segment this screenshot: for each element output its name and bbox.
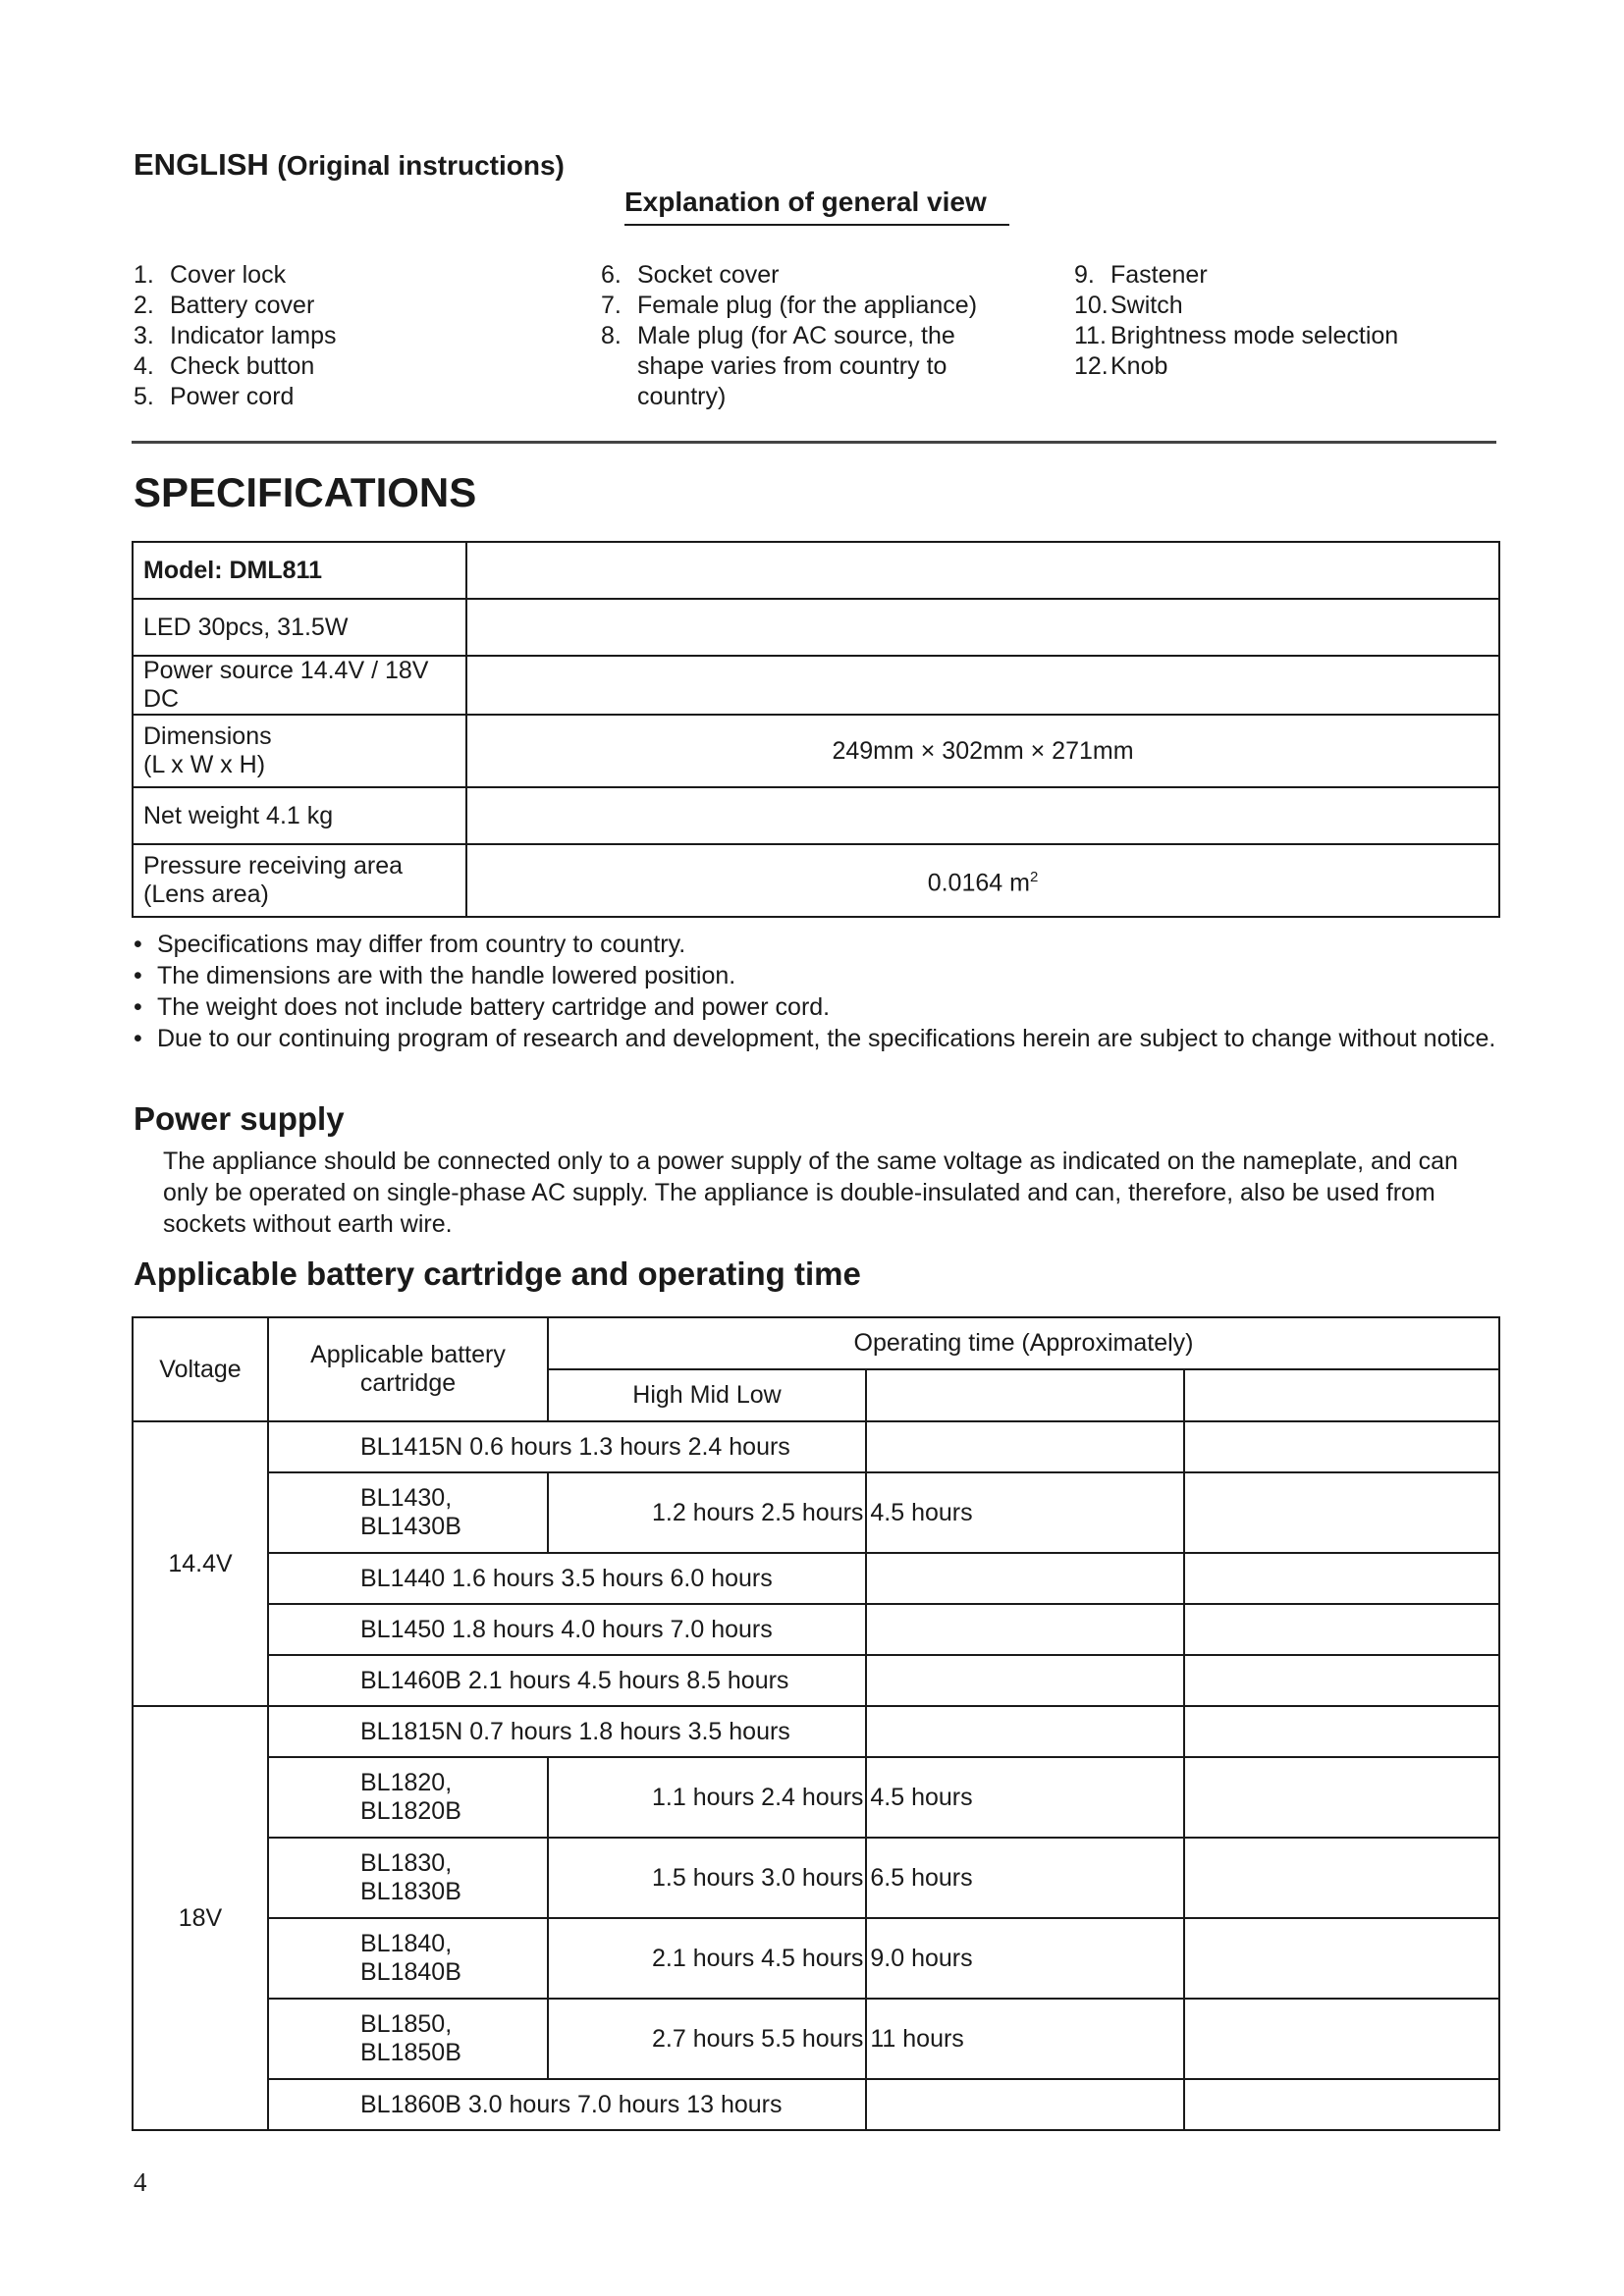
- item-number: 5.: [134, 383, 154, 410]
- spec-row: [133, 844, 1499, 917]
- battery-row: [133, 1655, 1499, 1706]
- spec-value: [466, 844, 1499, 917]
- cartridge-cell: [268, 1706, 866, 1757]
- empty-cell: [1184, 1553, 1499, 1604]
- cartridge-cell: BL1430, BL1430B: [268, 1472, 548, 1553]
- general-view-column-2: [601, 260, 1033, 412]
- spec-label: Power source 14.4V / 18V DC: [133, 656, 466, 715]
- general-view-item: [601, 291, 1033, 321]
- empty-cell: [1184, 1421, 1499, 1472]
- empty-cell: [866, 1655, 1184, 1706]
- page-number: 4: [134, 2167, 147, 2197]
- cartridge-cell: BL1830, BL1830B: [268, 1838, 548, 1918]
- power-supply-text: The appliance should be connected only to a power supply of the same voltage as indicated on the nameplate, and can only be operated on single-phase AC supply. The appliance is double-insulated and can, therefore, also be used from sockets without earth wire.: [163, 1148, 1458, 1238]
- spec-value: [466, 599, 1499, 656]
- operating-time-text: 2.1 hours 4.5 hours 8.5 hours: [467, 1666, 789, 1694]
- general-view-title: Explanation of general view: [624, 187, 987, 217]
- spec-label: Dimensions (L x W x H): [133, 715, 466, 787]
- operating-time-text: 1.8 hours 4.0 hours 7.0 hours: [452, 1615, 773, 1643]
- specification-notes: [132, 929, 1496, 1054]
- empty-cell: [1184, 1369, 1499, 1421]
- voltage-cell: 18V: [133, 1706, 268, 2130]
- cartridge-cell: [268, 2079, 866, 2130]
- battery-row: [133, 1604, 1499, 1655]
- specifications-table: [132, 541, 1500, 918]
- item-number: 1.: [134, 261, 154, 289]
- cartridge-cell: [268, 1655, 866, 1706]
- operating-time-cell: 2.7 hours 5.5 hours 11 hours: [548, 1999, 866, 2079]
- empty-cell: [1184, 1655, 1499, 1706]
- battery-row: [133, 1553, 1499, 1604]
- operating-time-cell: 1.2 hours 2.5 hours 4.5 hours: [548, 1472, 866, 1553]
- spec-label: LED 30pcs, 31.5W: [133, 599, 466, 656]
- cartridge-name: BL1460B: [360, 1666, 461, 1694]
- general-view-column-3: [1074, 260, 1487, 382]
- battery-row: [133, 1918, 1499, 1999]
- voltage-cell: 14.4V: [133, 1421, 268, 1706]
- item-number: 12.: [1074, 352, 1109, 380]
- empty-cell: [866, 1421, 1184, 1472]
- general-view-item: [134, 351, 566, 382]
- spec-value: [466, 715, 1499, 787]
- empty-cell: [1184, 1706, 1499, 1757]
- item-label: Female plug (for the appliance): [637, 292, 978, 319]
- spec-value: [466, 656, 1499, 715]
- spec-value-text: 0.0164 m: [927, 869, 1030, 897]
- item-number: 2.: [134, 292, 154, 319]
- empty-cell: [866, 1604, 1184, 1655]
- cartridge-cell: BL1840, BL1840B: [268, 1918, 548, 1999]
- battery-row: [133, 1706, 1499, 1757]
- item-label: Check button: [170, 352, 315, 380]
- item-label: Knob: [1110, 352, 1168, 380]
- cartridge-name: BL1440: [360, 1564, 446, 1592]
- spec-row: [133, 787, 1499, 844]
- spec-row: [133, 656, 1499, 715]
- general-view-item: [134, 321, 566, 351]
- spec-label: Pressure receiving area (Lens area): [133, 844, 466, 917]
- cartridge-cell: [268, 1421, 866, 1472]
- spec-value-superscript: 2: [1029, 869, 1039, 886]
- spec-row: [133, 715, 1499, 787]
- general-view-item: [601, 351, 1033, 382]
- note-item: • Specifications may differ from country to country.: [132, 929, 1496, 960]
- general-view-item: [601, 382, 1033, 412]
- general-view-item: [601, 260, 1033, 291]
- battery-table: [132, 1316, 1500, 2131]
- cartridge-name: BL1415N: [360, 1432, 463, 1461]
- cartridge-name: BL1815N: [360, 1717, 463, 1745]
- operating-time-cell: 2.1 hours 4.5 hours 9.0 hours: [548, 1918, 866, 1999]
- note-item: • The dimensions are with the handle lowered position.: [132, 960, 1496, 991]
- empty-cell: [1184, 2079, 1499, 2130]
- section-divider: [132, 441, 1496, 444]
- general-view-item: [601, 321, 1033, 351]
- cartridge-header: Applicable battery cartridge: [268, 1317, 548, 1421]
- cartridge-name: BL1860B: [360, 2090, 461, 2118]
- general-view-column-1: [134, 260, 566, 412]
- general-view-item: [1074, 260, 1487, 291]
- empty-cell: [866, 1706, 1184, 1757]
- voltage-header: Voltage: [133, 1317, 268, 1421]
- item-number: 7.: [601, 292, 622, 319]
- empty-cell: [1184, 1838, 1499, 1918]
- cartridge-cell: BL1850, BL1850B: [268, 1999, 548, 2079]
- high-mid-low-header: High Mid Low: [548, 1369, 866, 1421]
- language-heading: [134, 147, 565, 183]
- item-label: country): [637, 383, 727, 410]
- operating-time-text: 1.6 hours 3.5 hours 6.0 hours: [452, 1564, 773, 1592]
- item-label: Socket cover: [637, 261, 780, 289]
- operating-time-cell: 1.5 hours 3.0 hours 6.5 hours: [548, 1838, 866, 1918]
- item-label: Brightness mode selection: [1110, 322, 1399, 349]
- empty-cell: [1184, 1472, 1499, 1553]
- note-item: • Due to our continuing program of research and development, the specifications herein are subject to change without notice.: [132, 1023, 1496, 1054]
- item-number: 4.: [134, 352, 154, 380]
- general-view-item: [134, 382, 566, 412]
- general-view-item: [1074, 291, 1487, 321]
- item-label: Indicator lamps: [170, 322, 337, 349]
- empty-cell: [1184, 1604, 1499, 1655]
- language-label: ENGLISH: [134, 147, 269, 182]
- empty-cell: [866, 1553, 1184, 1604]
- operating-time-text: 3.0 hours 7.0 hours 13 hours: [467, 2090, 783, 2118]
- model-label: Model: DML811: [133, 542, 466, 599]
- operating-time-text: 0.6 hours 1.3 hours 2.4 hours: [469, 1432, 790, 1461]
- battery-row: [133, 1421, 1499, 1472]
- empty-cell: [866, 1369, 1184, 1421]
- battery-row: [133, 1999, 1499, 2079]
- battery-title: Applicable battery cartridge and operating time: [134, 1255, 861, 1292]
- specifications-title: SPECIFICATIONS: [134, 469, 477, 515]
- general-view-item: [134, 260, 566, 291]
- empty-cell: [866, 2079, 1184, 2130]
- item-label: Male plug (for AC source, the: [637, 322, 955, 349]
- cartridge-cell: BL1820, BL1820B: [268, 1757, 548, 1838]
- item-label: Fastener: [1110, 261, 1208, 289]
- battery-row: [133, 1757, 1499, 1838]
- cartridge-name: BL1450: [360, 1615, 446, 1643]
- item-number: 6.: [601, 261, 622, 289]
- operating-time-text: 0.7 hours 1.8 hours 3.5 hours: [469, 1717, 790, 1745]
- spec-value-text: 249mm × 302mm × 271mm: [832, 736, 1134, 765]
- general-view-item: [1074, 351, 1487, 382]
- model-value: [466, 542, 1499, 599]
- battery-row: [133, 1838, 1499, 1918]
- spec-label: Net weight 4.1 kg: [133, 787, 466, 844]
- spec-value: [466, 787, 1499, 844]
- operating-time-header: Operating time (Approximately): [548, 1317, 1499, 1369]
- item-label: Cover lock: [170, 261, 287, 289]
- item-label: shape varies from country to: [637, 352, 947, 380]
- item-number: 10.: [1074, 292, 1109, 319]
- power-supply-title: Power supply: [134, 1100, 345, 1137]
- cartridge-cell: [268, 1604, 866, 1655]
- item-label: Power cord: [170, 383, 295, 410]
- battery-header-row: [133, 1317, 1499, 1369]
- battery-row: [133, 1472, 1499, 1553]
- item-number: 9.: [1074, 261, 1095, 289]
- general-view-underline: [624, 224, 1009, 226]
- item-number: 11.: [1074, 322, 1107, 349]
- operating-time-cell: 1.1 hours 2.4 hours 4.5 hours: [548, 1757, 866, 1838]
- item-number: 3.: [134, 322, 154, 349]
- general-view-item: [1074, 321, 1487, 351]
- battery-row: [133, 2079, 1499, 2130]
- item-label: Switch: [1110, 292, 1183, 319]
- item-label: Battery cover: [170, 292, 315, 319]
- item-number: 8.: [601, 322, 622, 349]
- note-item: • The weight does not include battery cartridge and power cord.: [132, 991, 1496, 1023]
- empty-cell: [1184, 1757, 1499, 1838]
- cartridge-cell: [268, 1553, 866, 1604]
- empty-cell: [1184, 1999, 1499, 2079]
- empty-cell: [1184, 1918, 1499, 1999]
- language-note: (Original instructions): [277, 150, 565, 181]
- spec-row-model: [133, 542, 1499, 599]
- spec-row: [133, 599, 1499, 656]
- general-view-item: [134, 291, 566, 321]
